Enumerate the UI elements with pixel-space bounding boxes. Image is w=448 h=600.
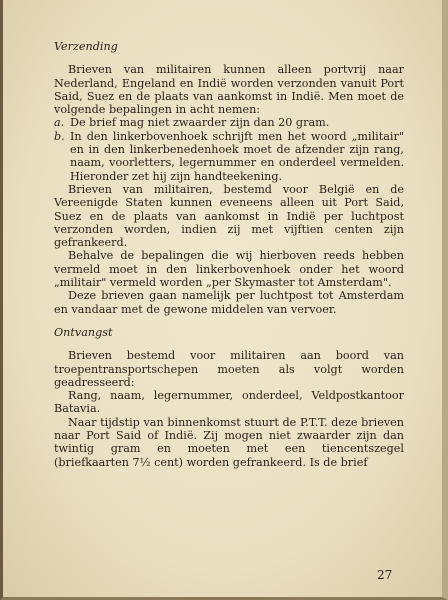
paragraph-troepentransport: Brieven bestemd voor militairen aan boord van troepentransportschepen moeten als volgt worden geadresseerd: (54, 349, 404, 389)
section-heading-ontvangst: Ontvangst (54, 325, 113, 339)
paragraph-skymaster: Behalve de bepalingen die wij hierboven reeds hebben vermeld moet in den linkerbovenhoek onder het woord „militair" vermeld worden „per Skymaster tot Amsterdam". (54, 249, 404, 290)
list-item-text: De brief mag niet zwaarder zijn dan 20 gram. (70, 116, 330, 130)
page-number: 27 (377, 568, 393, 582)
list-marker: b. (54, 129, 65, 143)
list-item-a (54, 116, 404, 129)
list-marker: a. (54, 116, 65, 130)
page-body (54, 40, 404, 469)
paragraph-luchtpost: Deze brieven gaan namelijk per luchtpost tot Amsterdam en vandaar met de gewone middelen van vervoer. (54, 289, 404, 316)
paragraph-ptt: Naar tijdstip van binnenkomst stuurt de P.T.T. deze brieven naar Port Said of Indië. Zij mogen niet zwaarder zijn dan twintig gram en moeten met een tiencentszegel (briefkaarten 7½ cent) worden gefrankeerd. Is de brief (54, 415, 404, 469)
list-item-text: In den linkerbovenhoek schrijft men het woord „militair" en in den linkerbenedenhoek moet de afzender zijn rang, naam, voorletters, legernummer en onderdeel vermelden. Hieronder zet hij zijn handteekening. (70, 129, 404, 183)
paragraph-intro: Brieven van militairen kunnen alleen portvrij naar Nederland, Engeland en Indië worden verzonden vanuit Port Said, Suez en de plaats van aankomst in Indië. Men moet de volgende bepalingen in acht nemen: (54, 63, 404, 117)
section-heading-verzending: Verzending (54, 40, 118, 53)
list-item-b (54, 130, 404, 183)
paragraph-belgie: Brieven van militairen, bestemd voor België en de Vereenigde Staten kunnen eveneens alleen uit Port Said, Suez en de plaats van aankomst in Indië per luchtpost verzonden worden, indien zij met vijftien centen zijn gefrankeerd. (54, 182, 404, 250)
paragraph-adres: Rang, naam, legernummer, onderdeel, Veldpostkantoor Batavia. (54, 389, 404, 416)
